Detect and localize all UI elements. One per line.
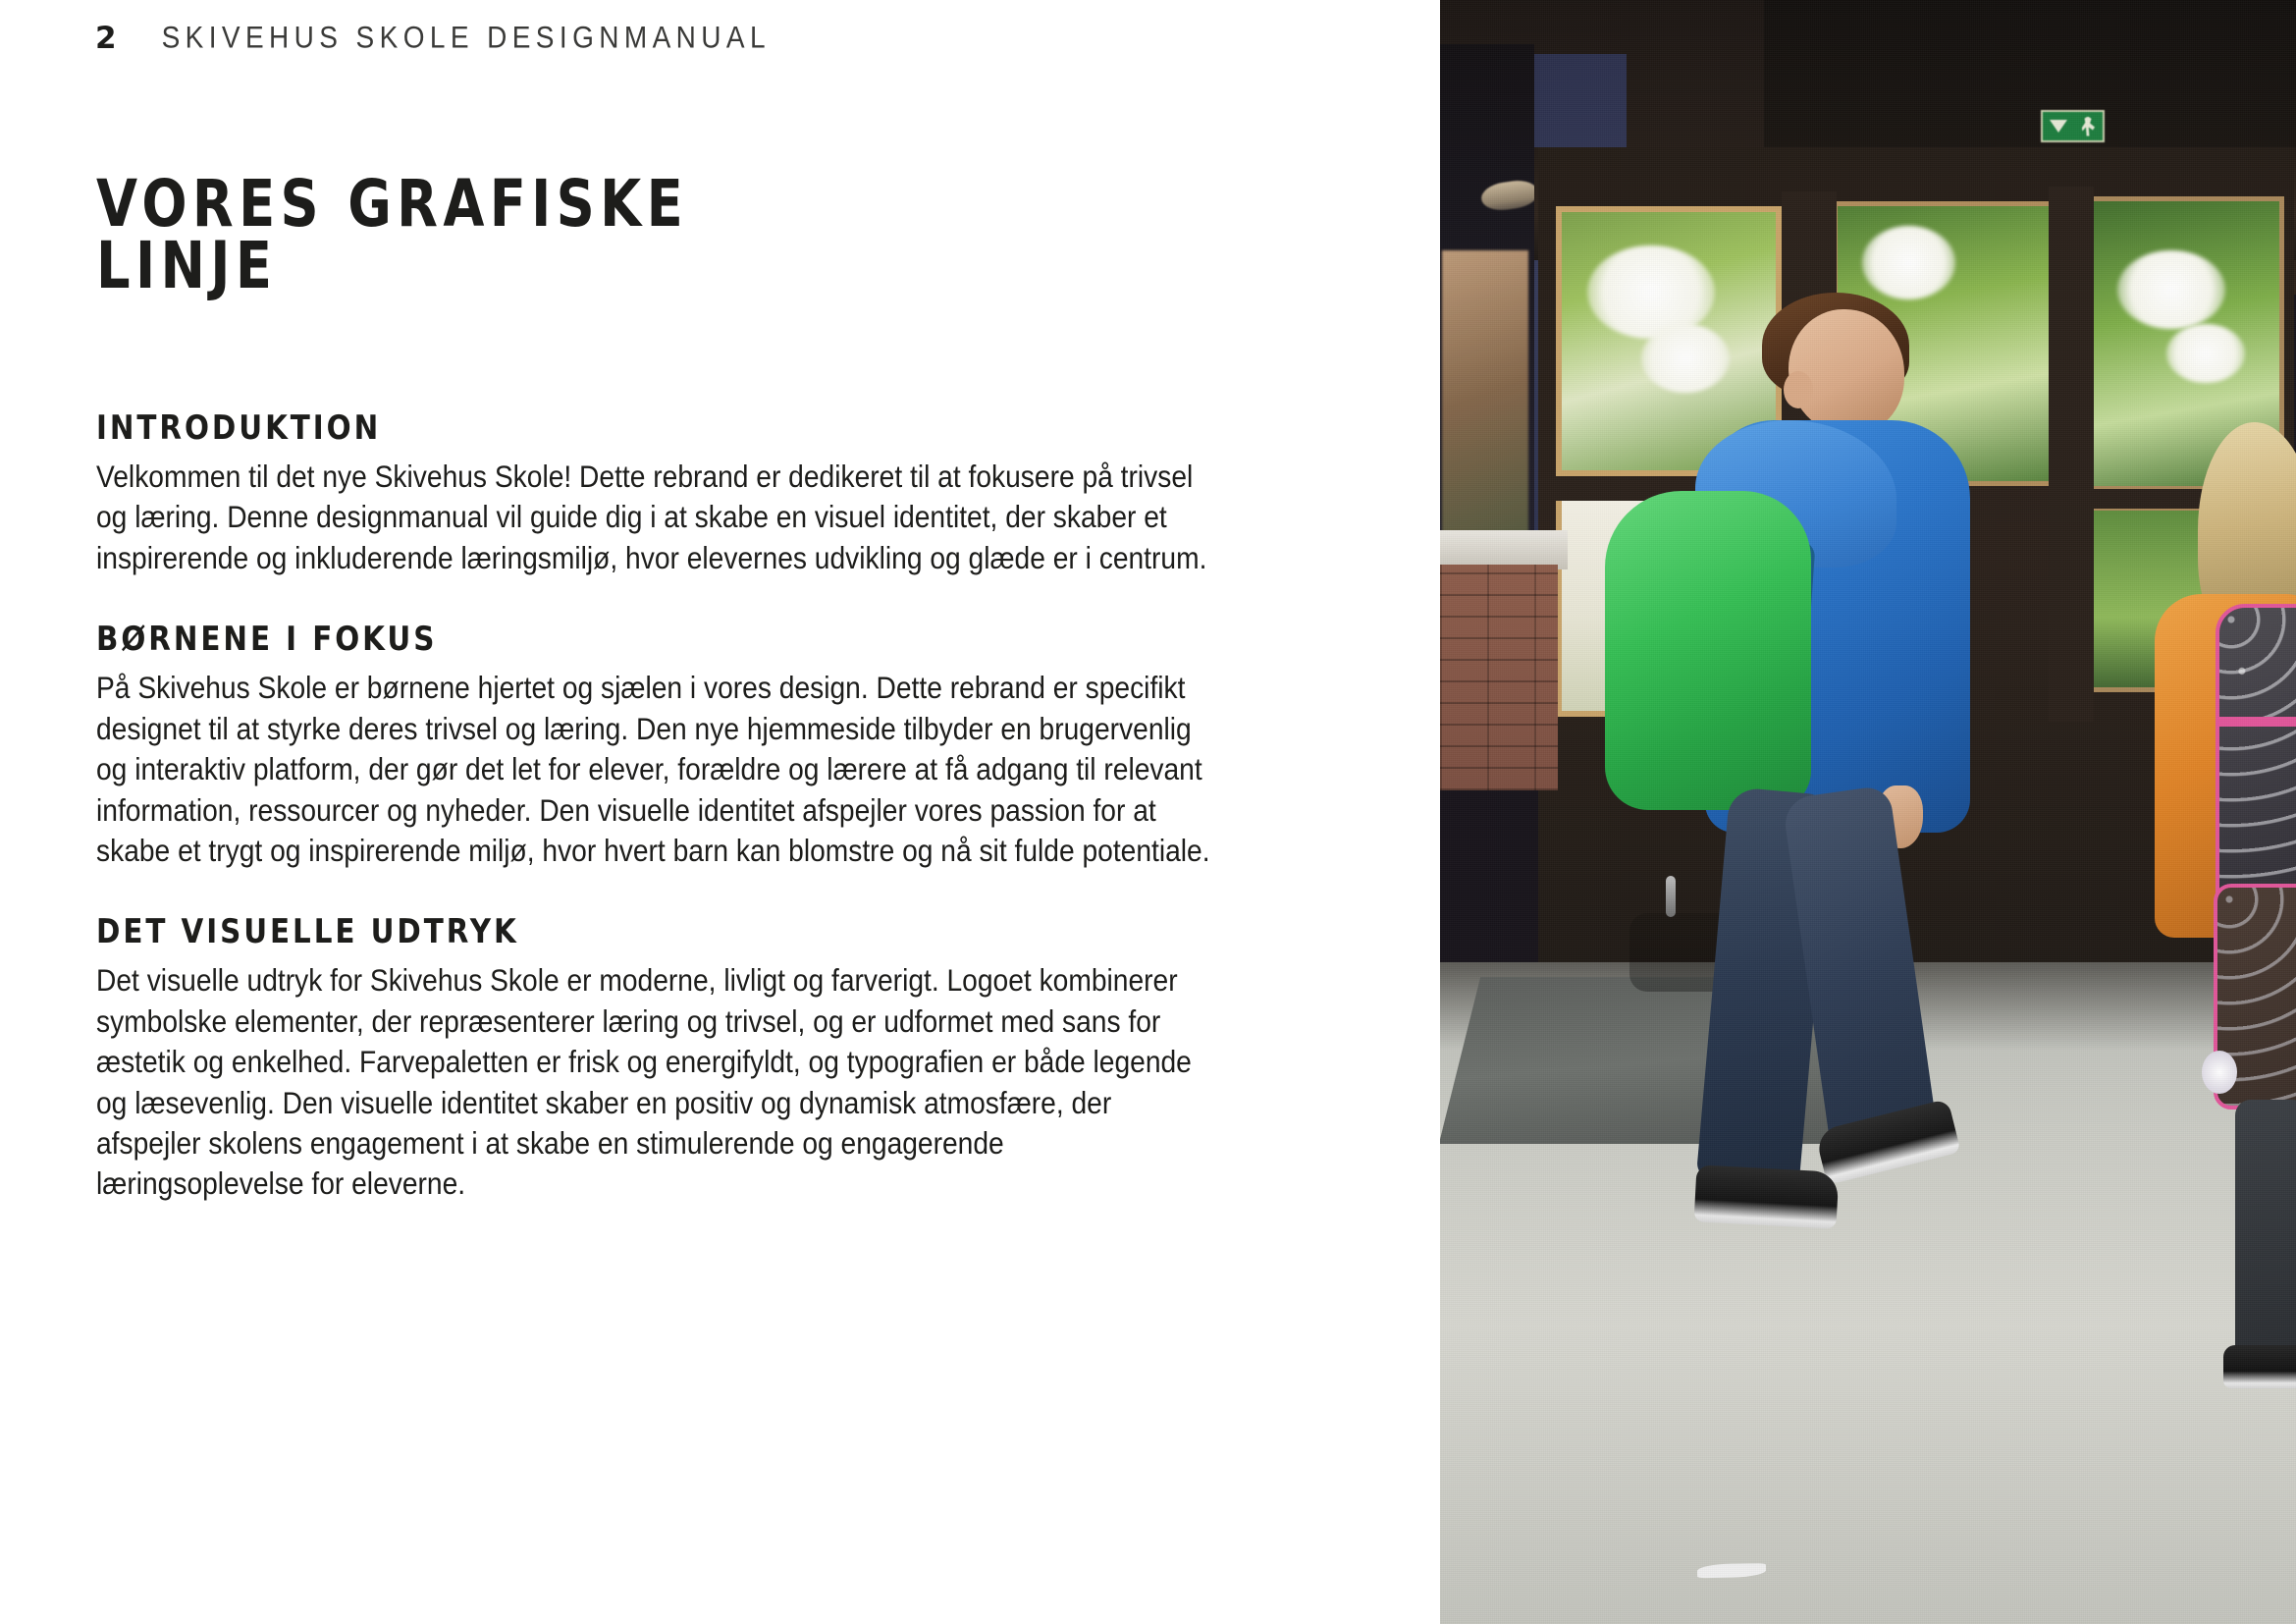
boy-ear: [1784, 371, 1813, 408]
section-det-visuelle-udtryk: [96, 914, 1358, 1205]
section-list: [96, 410, 1358, 1205]
backpack-charm: [2202, 1051, 2237, 1094]
door-mullion: [2049, 187, 2094, 722]
boy-legs: [1703, 790, 1949, 1183]
section-introduktion: [96, 410, 1358, 578]
section-heading: BØRNENE I FOKUS: [96, 621, 438, 660]
brick-wall: [1440, 565, 1558, 790]
section-body: På Skivehus Skole er børnene hjertet og sjælen i vores design. Dette rebrand er specifikt designet til at styrke deres trivsel og læring. Den nye hjemmeside tilbyder en brugervenlig og interaktiv platform, der gør det let for elever, forældre og lærere at få adgang til relevant information, ressourcer og nyheder. Den visuelle identitet afspejler vores passion for at skabe et trygt og inspirerende miljø, hvor hvert barn kan blomstre og nå sit fulde potentiale.: [96, 670, 1210, 868]
blossom-cluster: [2117, 250, 2225, 329]
page-title-line-2: LINJE: [96, 228, 278, 304]
section-heading: DET VISUELLE UDTRYK: [96, 913, 519, 952]
student-girl: [2117, 422, 2296, 1404]
page-number: 2: [95, 21, 117, 56]
running-person-icon: [2082, 117, 2096, 136]
wall-artwork: [1442, 250, 1528, 574]
blossom-cluster: [2166, 324, 2245, 383]
photo-scene: [1440, 0, 2296, 1624]
boy-head: [1789, 309, 1904, 435]
girl-leg: [2235, 1100, 2296, 1365]
backpack-stripe: [2216, 717, 2296, 727]
section-body: Det visuelle udtryk for Skivehus Skole er moderne, livligt og farverigt. Logoet kombinerer symbolske elementer, der repræsenterer læring og trivsel, og er udformet med sans for æstetik og enkelhed. Farvepaletten er frisk og energifyldt, og typografien er både legende og læsevenlig. Den visuelle identitet skaber en positiv og dynamisk atmosfære, der afspejler skolens engagement i at skabe en stimulerende og engagerende læringsoplevelse for eleverne.: [96, 962, 1192, 1202]
green-backpack: [1605, 491, 1811, 810]
backpack-zipper: [1666, 876, 1676, 917]
exit-arrow-icon: [2050, 120, 2067, 133]
page-title: [96, 166, 1019, 304]
running-header: [95, 20, 771, 56]
running-title: SKIVEHUS SKOLE DESIGNMANUAL: [161, 20, 771, 55]
section-boernene-i-fokus: [96, 622, 1358, 871]
girl-shoe: [2223, 1345, 2296, 1388]
boy-shoe-back: [1694, 1164, 1840, 1229]
girl-backpack: [2216, 604, 2296, 928]
page-title-line-1: VORES GRAFISKE: [96, 166, 689, 243]
hero-photograph: [1440, 0, 2296, 1624]
student-boy: [1587, 295, 2000, 1335]
section-heading: INTRODUKTION: [96, 408, 382, 449]
blossom-cluster: [1862, 226, 1955, 299]
emergency-exit-icon: [2041, 110, 2105, 142]
section-body: Velkommen til det nye Skivehus Skole! Dette rebrand er dedikeret til at fokusere på trivsel og læring. Denne designmanual vil guide dig i at skabe en visuel identitet, der skaber et inspirerende og inkluderende læringsmiljø, hvor elevernes udvikling og glæde er i centrum.: [96, 459, 1207, 575]
wall-trim: [1440, 530, 1568, 569]
